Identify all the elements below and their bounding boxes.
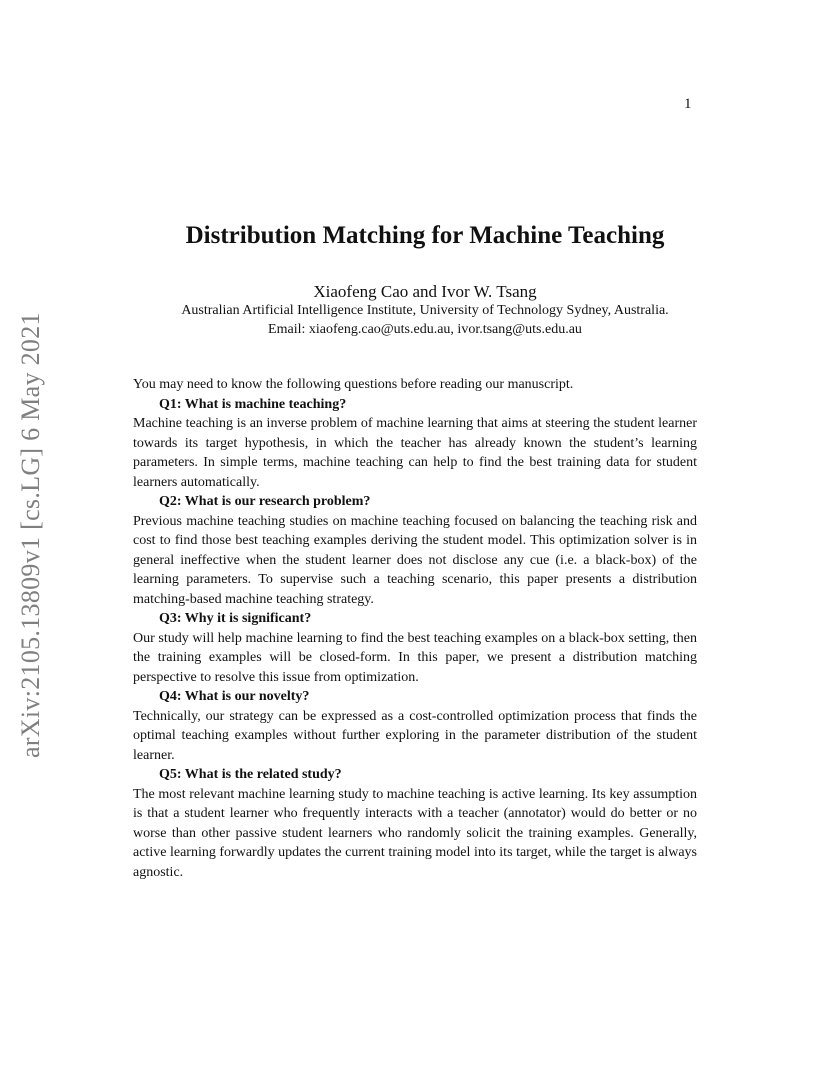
answer-paragraph: Our study will help machine learning to find the best teaching examples on a black-box setting, then the training examples will be closed-form. In this paper, we present a distribution matching perspective to resolve this issue from optimization. — [133, 630, 697, 685]
question-heading: Q5: What is the related study? — [159, 767, 342, 782]
arxiv-stamp: arXiv:2105.13809v1 [cs.LG] 6 May 2021 — [16, 312, 45, 758]
answer-paragraph: The most relevant machine learning study to machine teaching is active learning. Its key assumption is that a student learner who frequently interacts with a teacher (annotator) would do better or no worse than other passive student learners who randomly solicit the training examples. Generally, active learning forwardly updates the current training model into its target, while the target is always agnostic. — [133, 786, 697, 880]
authors: Xiaofeng Cao and Ivor W. Tsang — [313, 282, 537, 301]
page-number: 1 — [684, 96, 692, 112]
question-heading: Q2: What is our research problem? — [159, 494, 371, 509]
body-text — [133, 375, 697, 882]
affiliation: Australian Artificial Intelligence Institute, University of Technology Sydney, Australia. — [181, 303, 669, 318]
question-heading: Q4: What is our novelty? — [159, 689, 310, 704]
question-heading: Q3: Why it is significant? — [159, 611, 312, 626]
answer-paragraph: Machine teaching is an inverse problem of machine learning that aims at steering the student learner towards its target hypothesis, in which the teacher has already known the student’s learning parameters. In simple terms, machine teaching can help to find the best training data for student learners automatically. — [133, 416, 697, 490]
answer-paragraph: Technically, our strategy can be expressed as a cost-controlled optimization process that finds the optimal teaching examples without further exploring in the parameter distribution of the student learner. — [133, 708, 697, 763]
question-heading: Q1: What is machine teaching? — [159, 396, 347, 412]
email: Email: xiaofeng.cao@uts.edu.au, ivor.tsang@uts.edu.au — [268, 322, 582, 337]
paper-title: Distribution Matching for Machine Teaching — [185, 222, 665, 249]
answer-paragraph: Previous machine teaching studies on machine teaching focused on balancing the teaching risk and cost to find those best teaching examples deriving the student model. This optimization solver is in general ineffective when the student learner does not disclose any cue (i.e. a black-box) of the learning parameters. To supervise such a teaching scenario, this paper presents a distribution matching-based machine teaching strategy. — [133, 513, 697, 607]
intro-paragraph: You may need to know the following questions before reading our manuscript. — [133, 377, 574, 392]
